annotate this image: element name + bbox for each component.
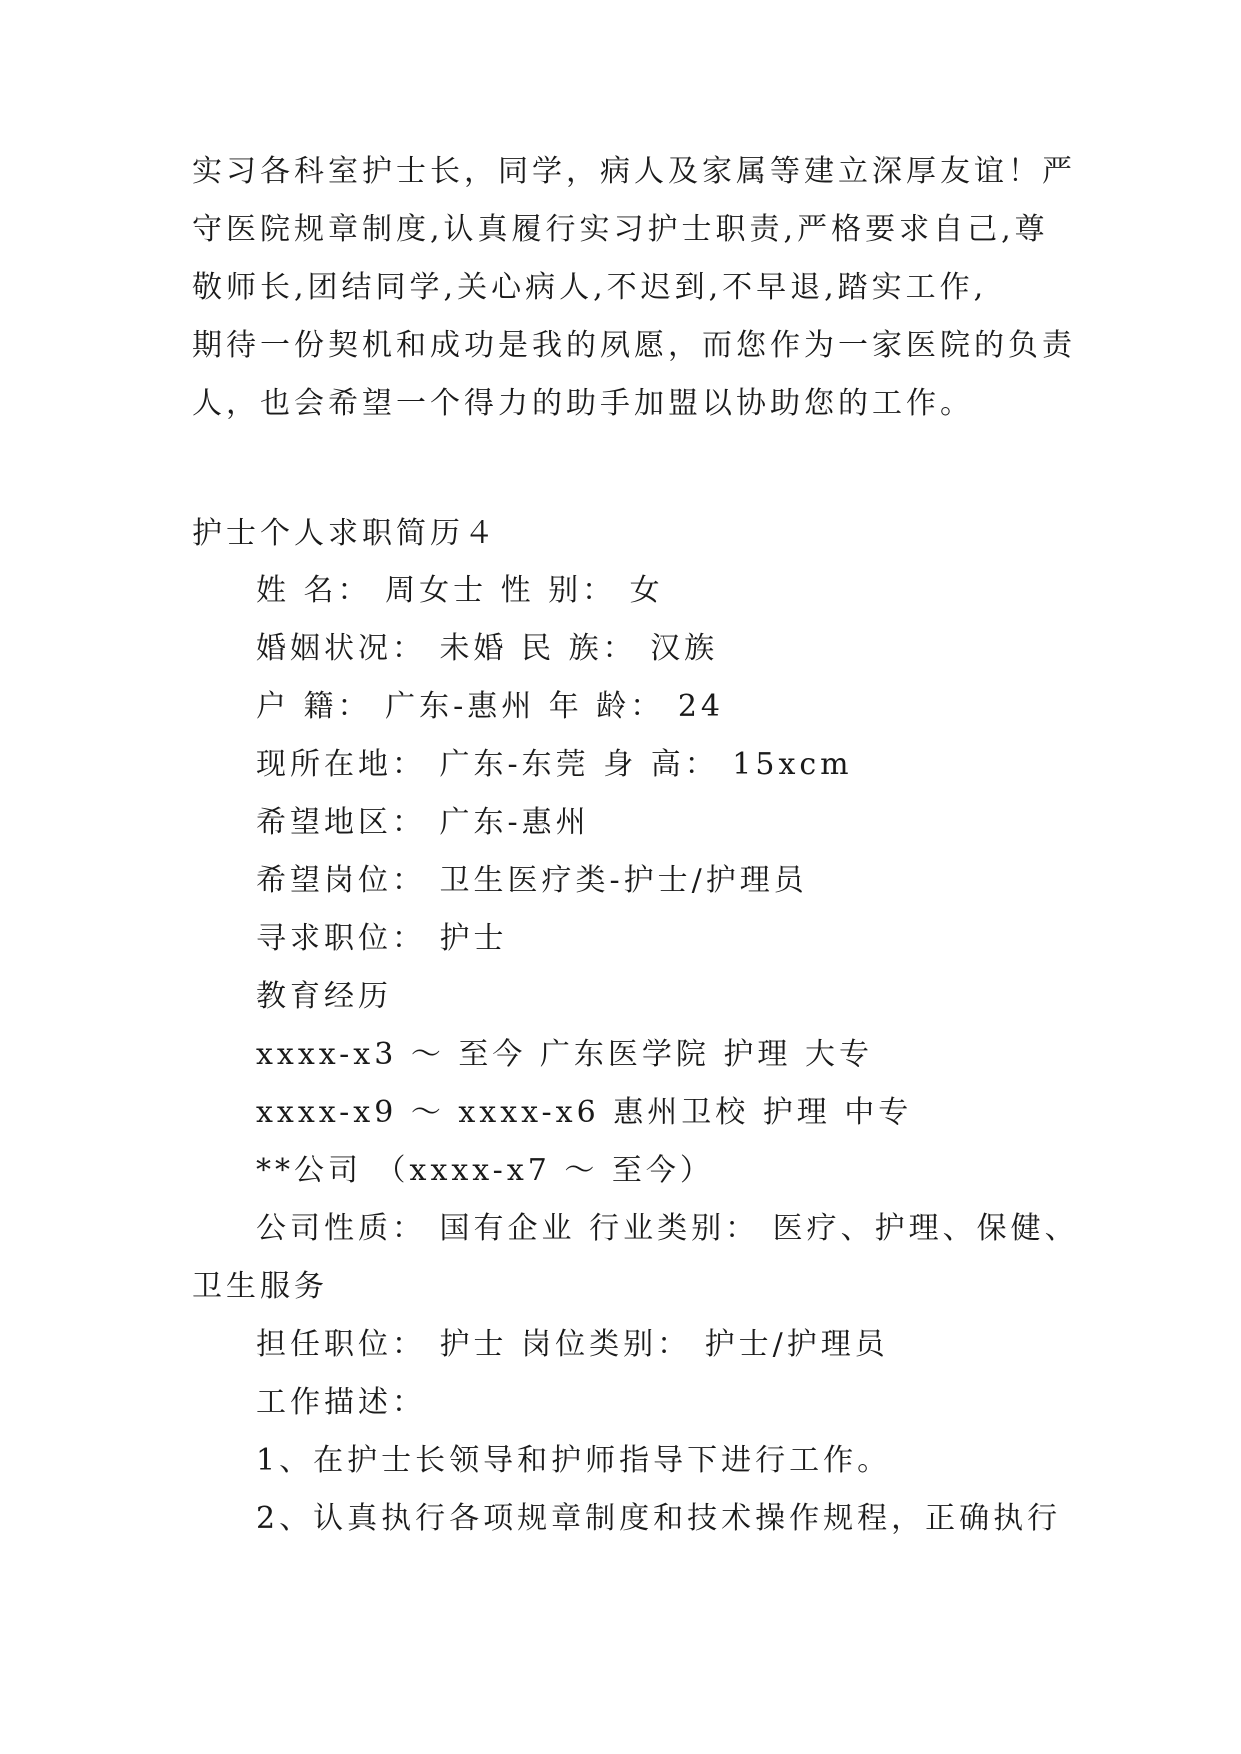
- intro-paragraph-line: 期待一份契机和成功是我的夙愿，而您作为一家医院的负责: [192, 328, 1076, 363]
- seeking-position-line: 寻求职位： 护士: [256, 921, 508, 956]
- marital-ethnicity-line: 婚姻状况： 未婚 民 族： 汉族: [256, 631, 719, 666]
- education-heading: 教育经历: [256, 979, 392, 1014]
- intro-paragraph-line: 守医院规章制度,认真履行实习护士职责,严格要求自己,尊: [192, 212, 1049, 247]
- position-line: 担任职位： 护士 岗位类别： 护士/护理员: [256, 1327, 889, 1362]
- education-entry: xxxx-x9 ～ xxxx-x6 惠州卫校 护理 中专: [256, 1095, 913, 1130]
- intro-paragraph-line: 实习各科室护士长，同学，病人及家属等建立深厚友谊！严: [192, 154, 1076, 189]
- company-line: **公司 （xxxx-x7 ～ 至今）: [256, 1153, 714, 1188]
- hukou-age-line: 户 籍： 广东-惠州 年 龄： 24: [256, 689, 724, 724]
- name-gender-line: 姓 名： 周女士 性 别： 女: [256, 573, 664, 608]
- company-nature-continuation: 卫生服务: [192, 1269, 328, 1304]
- education-entry: xxxx-x3 ～ 至今 广东医学院 护理 大专: [256, 1037, 873, 1072]
- desired-post-line: 希望岗位： 卫生医疗类-护士/护理员: [256, 863, 808, 898]
- location-height-line: 现所在地： 广东-东莞 身 高： 15xcm: [256, 747, 853, 782]
- intro-paragraph-line: 人，也会希望一个得力的助手加盟以协助您的工作。: [192, 386, 974, 421]
- desired-region-line: 希望地区： 广东-惠州: [256, 805, 590, 840]
- resume-title: 护士个人求职简历４: [192, 516, 498, 551]
- work-description-item: 2、认真执行各项规章制度和技术操作规程，正确执行: [256, 1501, 1062, 1536]
- company-nature-line: 公司性质： 国有企业 行业类别： 医疗、护理、保健、: [256, 1211, 1079, 1246]
- work-description-heading: 工作描述：: [256, 1385, 426, 1420]
- intro-paragraph-line: 敬师长,团结同学,关心病人,不迟到,不早退,踏实工作,: [192, 270, 988, 305]
- work-description-item: 1、在护士长领导和护师指导下进行工作。: [256, 1443, 892, 1478]
